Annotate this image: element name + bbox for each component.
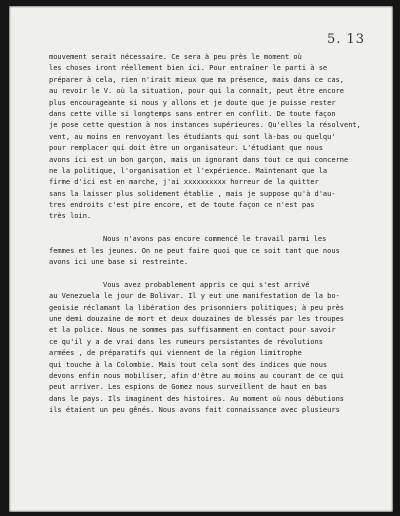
text-line: une demi douzaine de mort et deux douzaines de blessés par les troupes <box>49 314 345 323</box>
text-line: dans le pays. Ils imaginent des histoires. Au moment où nous débutions <box>49 394 345 403</box>
text-line: avons ici est un bon garçon, mais un ignorant dans tout ce qui concerne <box>49 155 349 164</box>
text-line: qui touche à la Colombie. Mais tout cela sont des indices que nous <box>49 360 328 369</box>
text-line: femmes et les jeunes. On ne peut faire quoi que ce soit tant que nous <box>49 246 340 255</box>
text-line: ils étaient un peu gênés. Nous avons fait connaissance avec plusieurs <box>49 406 340 415</box>
text-line: très loin. <box>49 212 92 221</box>
text-line: et la police. Nous ne sommes pas suffisamment en contact pour savoir <box>49 326 336 335</box>
paragraph-gap <box>49 223 381 234</box>
text-line: tres endroits c'est pire encore, et de toute façon ce n'est pas <box>49 201 315 210</box>
document-body <box>49 52 381 417</box>
text-line: les choses iront réellement bien ici. Pour entraîner le parti à se <box>49 64 328 73</box>
text-line: au Venezuela le jour de Bolivar. Il y eut une manifestation de la bo- <box>49 292 340 301</box>
text-line: dans cette ville si longtemps sans entrer en conflit. De toute façon <box>49 109 336 118</box>
text-line: geoisie réclamant la libération des prisonniers politiques; à peu près <box>49 303 345 312</box>
text-line: ne la politique, l'organisation et l'expérience. Maintenant que la <box>49 166 328 175</box>
document-page <box>9 6 393 512</box>
text-line: avons ici une base si restreinte. <box>49 258 189 267</box>
text-line: devons enfin nous mobiliser, afin d'être au moins au courant de ce qui <box>49 371 345 380</box>
text-line: au revoir le V. où la situation, pour qui la connaît, peut être encore <box>49 87 345 96</box>
text-line: plus encourageante si nous y allons et je doute que je puisse rester <box>49 98 336 107</box>
text-line: sans la laisser plus solidement établie , mais je suppose qu'à d'au- <box>49 189 336 198</box>
text-line: peut arriver. Les espions de Gomez nous surveillent de haut en bas <box>49 383 328 392</box>
text-line: pour remplacer qui doit être un organisateur. L'étudiant que nous <box>49 144 323 153</box>
text-line: firme d'ici est en marche, j'ai xxxxxxxxxx horreur de la quitter <box>49 178 319 187</box>
text-line: je pose cette question à nos instances supérieures. Qu'elles la résolvent, <box>49 121 361 130</box>
text-line: armées , de préparatifs qui viennent de la région limitrophe <box>49 349 302 358</box>
text-line: ce qu'il y a de vrai dans les rumeurs persistantes de révolutions <box>49 337 323 346</box>
page-number: 5. 13 <box>327 32 366 47</box>
text-line: préparer à cela, rien n'irait mieux que ma présence, mais dans ce cas, <box>49 75 345 84</box>
text-line: Nous n'avons pas encore commencé le travail parmi les <box>103 235 327 244</box>
text-line: vent, au moins en renvoyant les étudiants qui sont là-bas ou quelqu' <box>49 132 336 141</box>
text-line: mouvement serait nécessaire. Ce sera à peu près le moment où <box>49 53 302 61</box>
paragraph-gap <box>49 268 381 279</box>
text-line: Vous avez probablement appris ce qui s'est arrivé <box>103 280 310 289</box>
